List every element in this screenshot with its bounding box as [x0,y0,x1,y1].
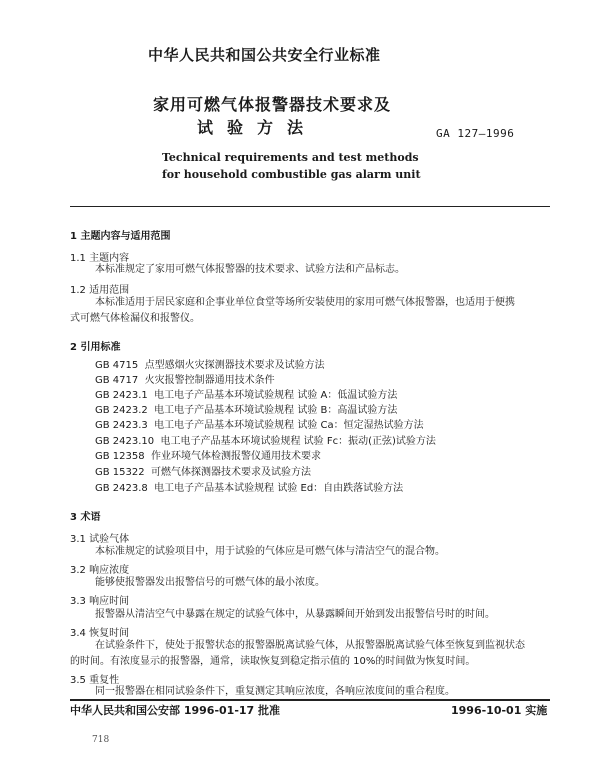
section-3-2-text: 能够使报警器发出报警信号的可燃气体的最小浓度。 [95,577,325,588]
section-3-5-heading: 3.5 重复性 [70,675,120,686]
section-3-heading: 3 术语 [70,512,101,523]
section-1-2-text-line-1: 本标准适用于居民家庭和企事业单位食堂等场所安装使用的家用可燃气体报警器，也适用于便携 [95,297,515,308]
approval-date: 中华人民共和国公安部 1996-01-17 批准 [70,704,281,717]
section-3-3-heading: 3.3 响应时间 [70,596,130,607]
reference-code: GB 4715 [95,360,139,371]
section-3-4-text-line-1: 在试验条件下，使处于报警状态的报警器脱离试验气体，从报警器脱离试验气体至恢复到监视状态 [95,640,525,651]
section-3-2-heading: 3.2 响应浓度 [70,565,130,576]
reference-code: GB 15322 [95,467,145,478]
reference-code: GB 2423.8 [95,483,148,494]
standard-category: 中华人民共和国公共安全行业标准 [148,46,381,64]
implementation-date: 1996-10-01 实施 [451,704,548,717]
reference-code: GB 2423.3 [95,420,148,431]
reference-item [95,390,397,402]
section-1-2-heading: 1.2 适用范围 [70,285,130,296]
header-rule [70,206,550,207]
section-3-4-heading: 3.4 恢复时间 [70,628,130,639]
reference-item [95,436,436,448]
reference-item [95,451,321,463]
section-3-4-text-line-2: 的时间。有浓度显示的报警器，通常，读取恢复到稳定指示值的 10%的时间做为恢复时间。 [70,656,476,667]
reference-title: 火灾报警控制器通用技术条件 [144,375,275,386]
reference-item [95,360,325,372]
section-2-heading: 2 引用标准 [70,342,121,353]
reference-code: GB 2423.10 [95,436,155,447]
reference-title: 电工电子产品基本环境试验规程 试验 B：高温试验方法 [154,405,398,416]
page-number: 718 [92,735,110,745]
reference-title: 电工电子产品基本环境试验规程 试验 Ca：恒定湿热试验方法 [154,420,424,431]
english-title-line-2: for household combustible gas alarm unit [162,168,421,181]
reference-title: 电工电子产品基本试验规程 试验 Ed：自由跌落试验方法 [154,483,404,494]
reference-title: 点型感烟火灾探测器技术要求及试验方法 [144,360,325,371]
section-3-1-heading: 3.1 试验气体 [70,534,130,545]
english-title-line-1: Technical requirements and test methods [162,151,419,164]
reference-item [95,375,275,387]
footer-rule [70,699,550,701]
section-1-2-text-line-2: 式可燃气体检漏仪和报警仪。 [70,313,200,324]
reference-code: GB 4717 [95,375,139,386]
section-3-1-text: 本标准规定的试验项目中，用于试验的气体应是可燃气体与清洁空气的混合物。 [95,546,445,557]
title-line-2: 试验方法 [197,118,318,137]
section-3-5-text: 同一报警器在相同试验条件下，重复测定其响应浓度，各响应浓度间的重合程度。 [95,686,455,697]
section-3-3-text: 报警器从清洁空气中暴露在规定的试验气体中，从暴露瞬间开始到发出报警信号时的时间。 [95,609,495,620]
section-1-1-text: 本标准规定了家用可燃气体报警器的技术要求、试验方法和产品标志。 [95,264,405,275]
reference-item [95,483,403,495]
reference-code: GB 12358 [95,451,145,462]
section-1-heading: 1 主题内容与适用范围 [70,231,171,242]
title-line-1: 家用可燃气体报警器技术要求及 [153,95,392,114]
reference-item [95,467,311,479]
reference-code: GB 2423.2 [95,405,148,416]
reference-item [95,405,397,417]
reference-item [95,420,424,432]
reference-title: 电工电子产品基本环境试验规程 试验 A：低温试验方法 [154,390,398,401]
reference-title: 可燃气体探测器技术要求及试验方法 [150,467,311,478]
reference-code: GB 2423.1 [95,390,148,401]
standard-code: GA 127—1996 [436,127,515,140]
reference-title: 作业环境气体检测报警仪通用技术要求 [150,451,321,462]
reference-title: 电工电子产品基本环境试验规程 试验 Fc：振动(正弦)试验方法 [160,436,436,447]
section-1-1-heading: 1.1 主题内容 [70,253,130,264]
